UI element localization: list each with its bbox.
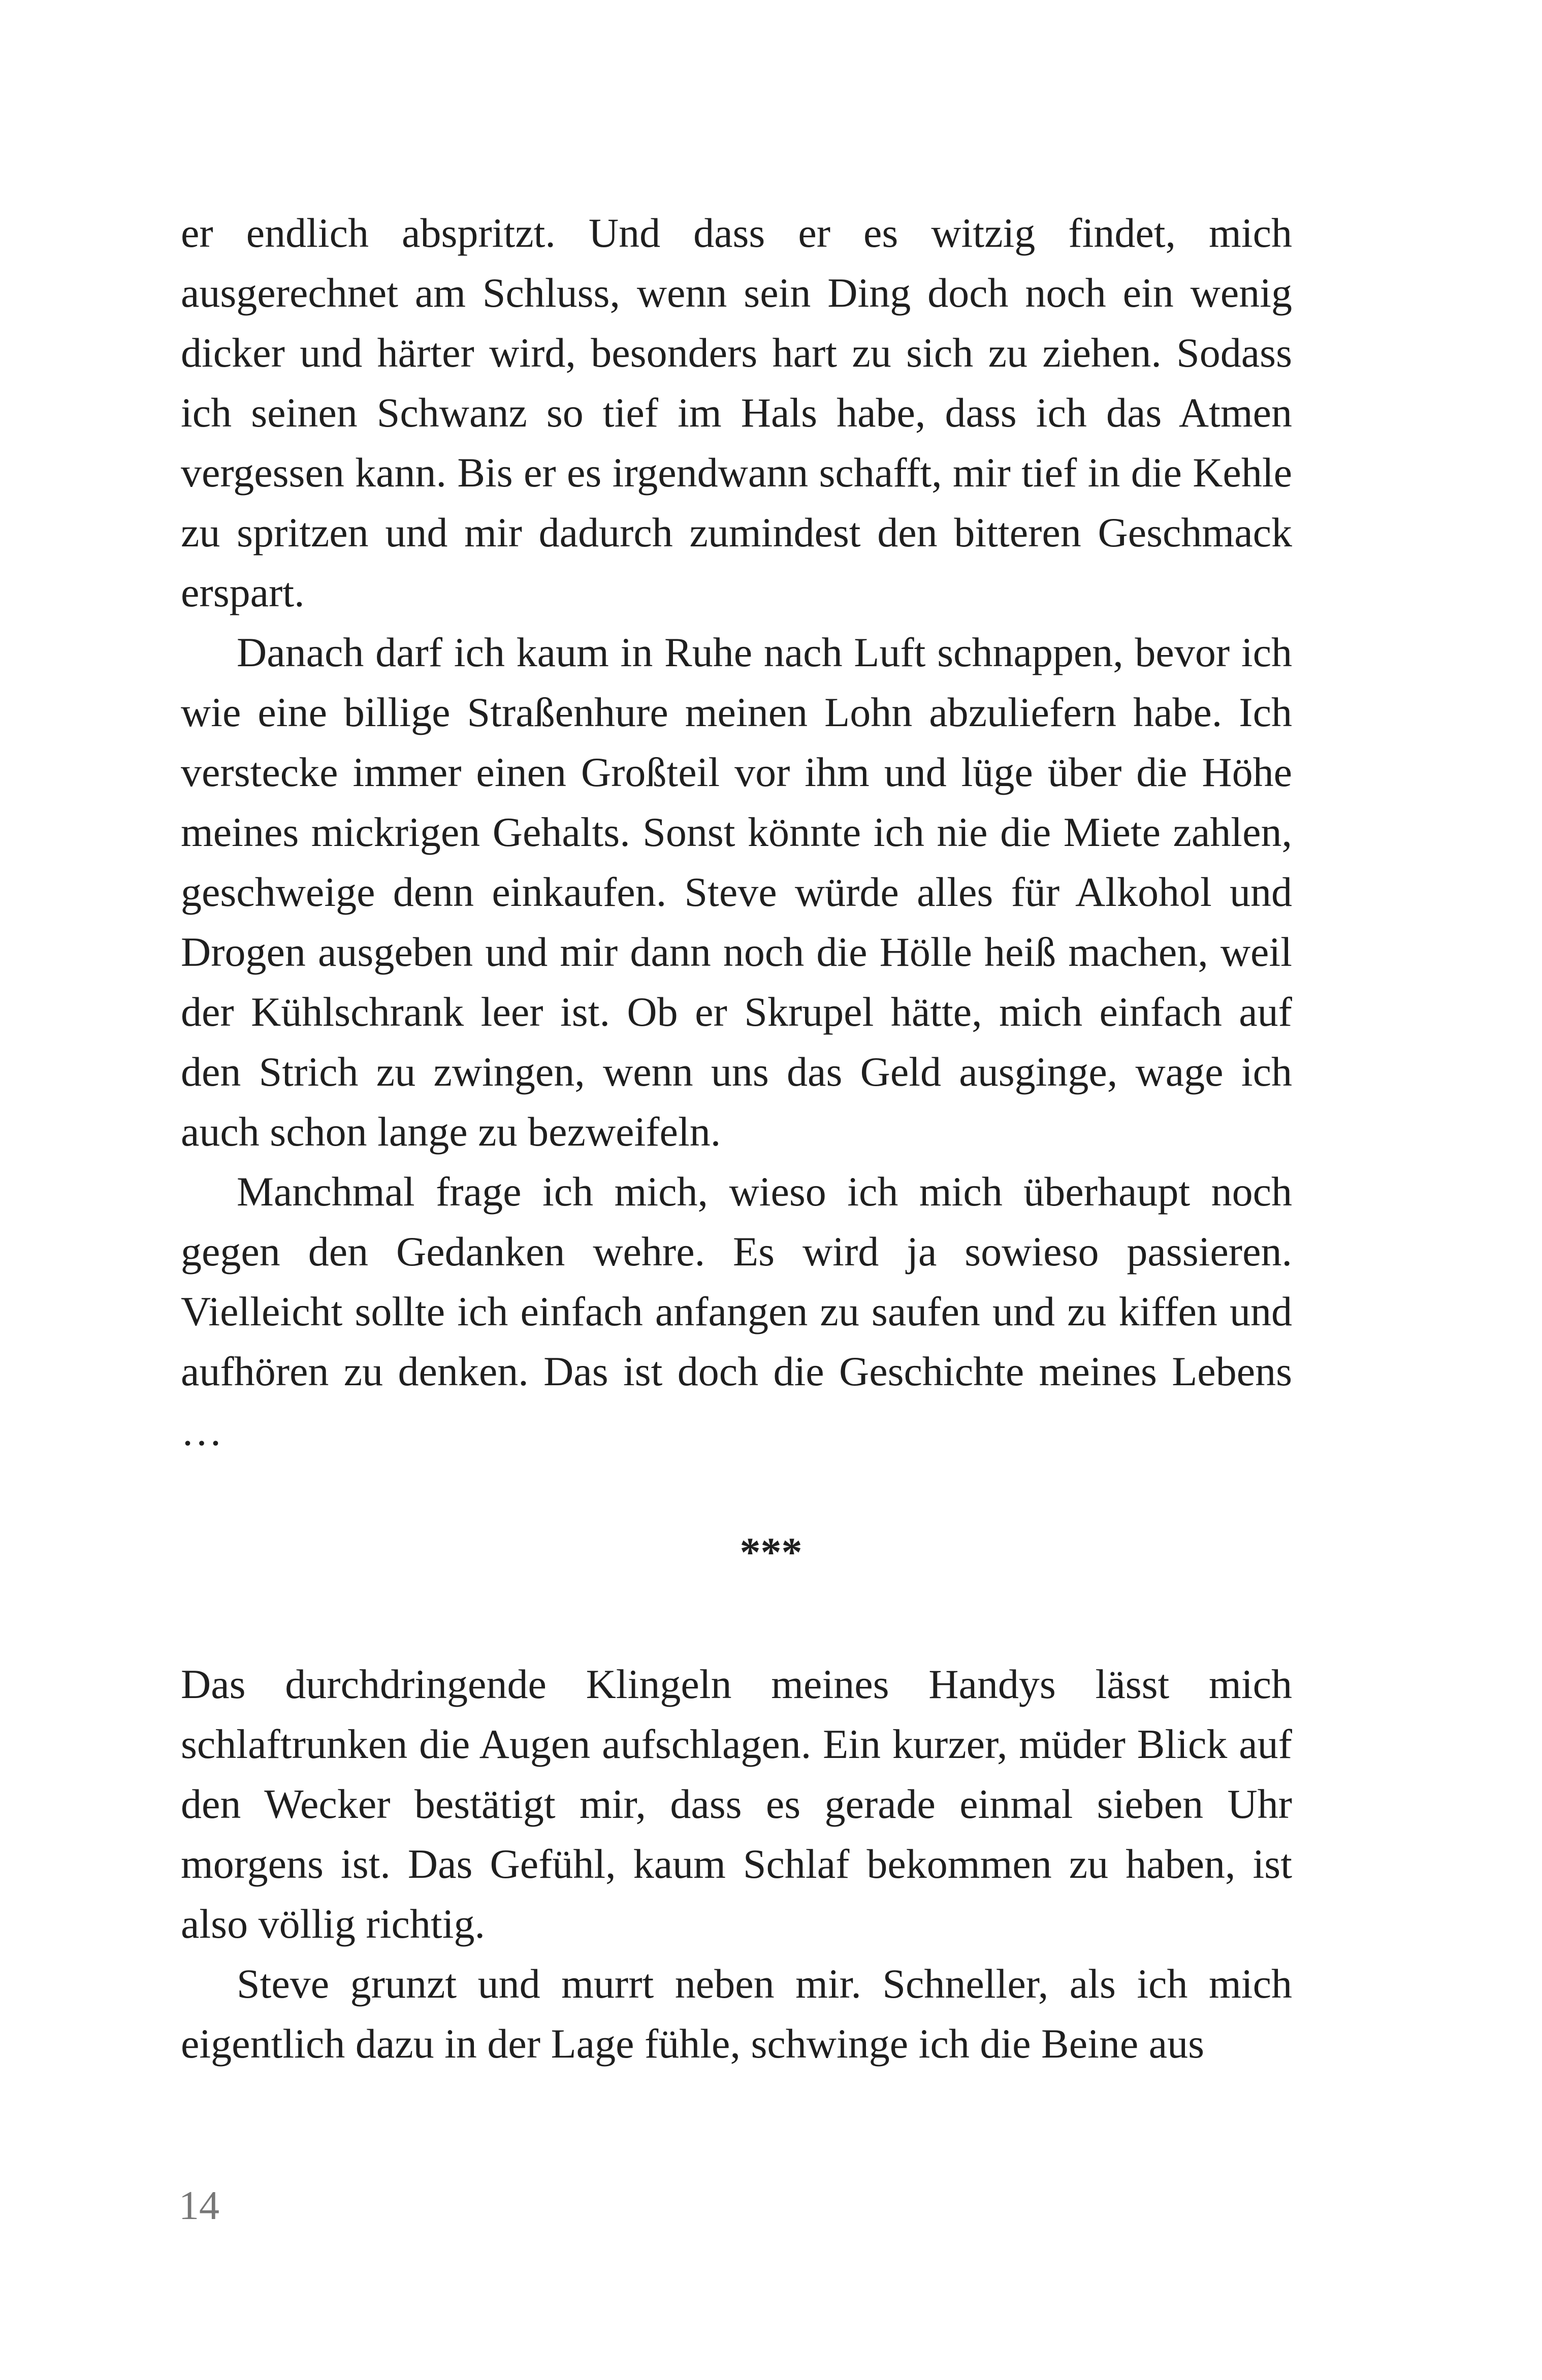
page-number: 14 bbox=[179, 2183, 219, 2228]
paragraph: Steve grunzt und murrt neben mir. Schneller, als ich mich eigentlich dazu in der Lage fühle, schwinge ich die Beine aus bbox=[181, 1961, 1292, 2067]
paragraph: Das durchdringende Klingeln meines Handys lässt mich schlaftrunken die Augen aufschlagen. Ein kurzer, müder Blick auf den Wecker bestätigt mir, dass es gerade einmal sieben Uhr morgens ist. Das Gefühl, kaum Schlaf bekommen zu haben, ist also völlig richtig. bbox=[181, 1661, 1292, 1947]
section-separator: *** bbox=[740, 1529, 802, 1575]
text-section-one bbox=[181, 203, 1292, 1461]
paragraph: er endlich abspritzt. Und dass er es witzig findet, mich ausgerechnet am Schluss, wenn sein Ding doch noch ein wenig dicker und härter wird, besonders hart zu sich zu ziehen. Sodass ich seinen Schwanz so tief im Hals habe, dass ich das Atmen vergessen kann. Bis er es irgendwann schafft, mir tief in die Kehle zu spritzen und mir dadurch zumindest den bitteren Geschmack erspart. bbox=[181, 210, 1292, 615]
paragraph: Manchmal frage ich mich, wieso ich mich überhaupt noch gegen den Gedanken wehre. Es wird ja sowieso passieren. Vielleicht sollte ich einfach anfangen zu saufen und zu kiffen und aufhören zu denken. Das ist doch die Geschichte meines Lebens … bbox=[181, 1168, 1292, 1454]
text-section-two bbox=[181, 1654, 1292, 2074]
paragraph: Danach darf ich kaum in Ruhe nach Luft schnappen, bevor ich wie eine billige Straßenhure meinen Lohn abzuliefern habe. Ich verstecke immer einen Großteil vor ihm und lüge über die Höhe meines mickrigen Gehalts. Sonst könnte ich nie die Miete zahlen, geschweige denn einkaufen. Steve würde alles für Alkohol und Drogen ausgeben und mir dann noch die Hölle heiß machen, weil der Kühlschrank leer ist. Ob er Skrupel hätte, mich einfach auf den Strich zu zwingen, wenn uns das Geld ausginge, wage ich auch schon lange zu bezweifeln. bbox=[181, 629, 1292, 1155]
